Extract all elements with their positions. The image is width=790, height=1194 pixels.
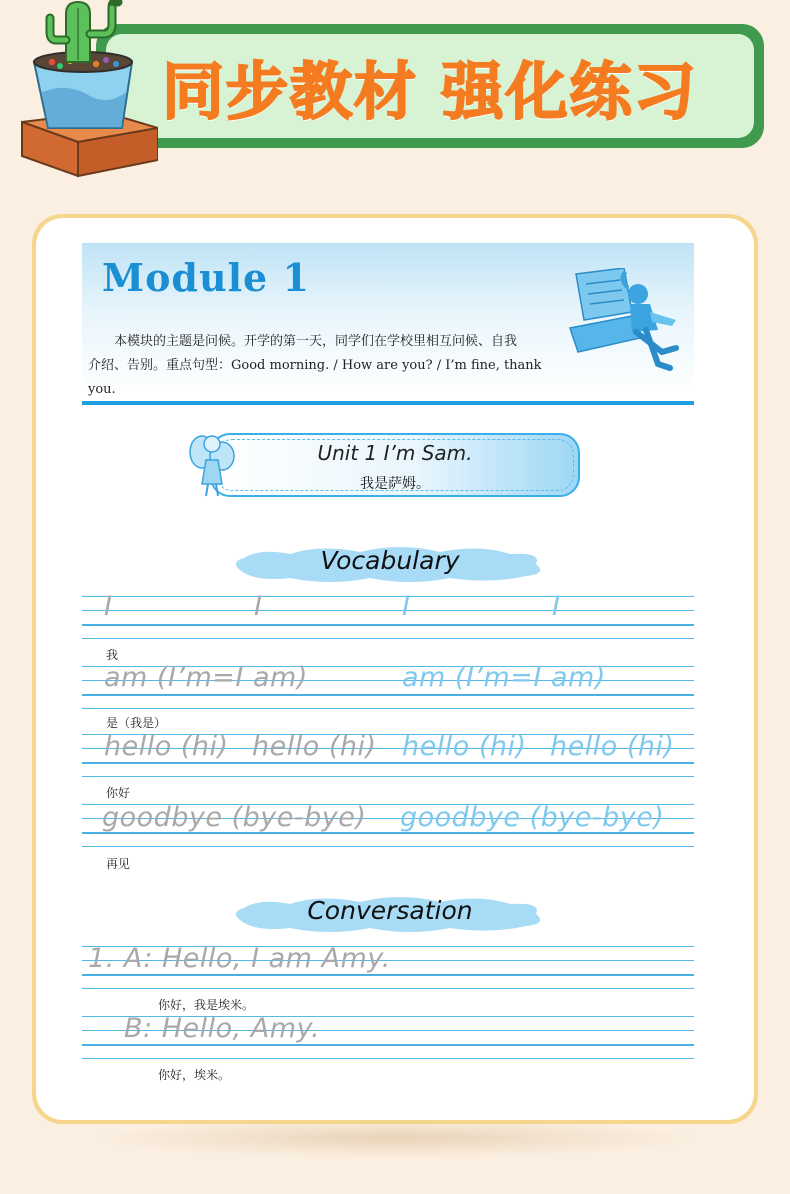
vocab-word: am (I’m=I am)	[104, 662, 308, 693]
guide-line	[82, 1058, 694, 1059]
module-intro	[88, 330, 558, 402]
vocab-meaning: 我	[106, 648, 119, 662]
card-shadow	[90, 1118, 700, 1158]
guide-line	[82, 596, 694, 597]
vocab-meaning: 是（我是）	[106, 716, 167, 730]
conversation-meaning: 你好，我是埃米。	[158, 998, 255, 1012]
reading-girl-illustration	[566, 268, 686, 380]
guide-line	[82, 988, 694, 989]
conversation-title: Conversation	[307, 896, 473, 925]
vocab-word: goodbye (bye-bye)	[400, 802, 665, 833]
guide-line	[82, 624, 694, 626]
vocab-word: I	[104, 591, 113, 622]
vocabulary-heading	[230, 542, 550, 586]
conversation-heading	[230, 892, 550, 936]
vocab-word: I	[552, 591, 561, 622]
unit-title: Unit 1 I’m Sam.	[317, 441, 473, 465]
guide-line	[82, 846, 694, 847]
vocab-word: am (I’m=I am)	[402, 662, 606, 693]
unit-subtitle: 我是萨姆。	[360, 476, 430, 492]
vocab-word: I	[254, 591, 263, 622]
vocab-meaning: 再见	[106, 857, 131, 871]
header-banner-panel	[106, 34, 754, 138]
guide-line	[82, 974, 694, 976]
guide-line	[82, 694, 694, 696]
writing-lines-row-1	[82, 596, 694, 652]
vocabulary-title: Vocabulary	[320, 546, 460, 575]
cactus-illustration	[8, 0, 158, 180]
conversation-line: B: Hello, Amy.	[124, 1013, 321, 1044]
guide-line	[82, 1044, 694, 1046]
banner-title: 同步教材 强化练习	[162, 55, 698, 128]
guide-line	[82, 762, 694, 764]
vocab-word: I	[402, 591, 411, 622]
conversation-line: 1. A: Hello, I am Amy.	[88, 943, 391, 974]
vocab-word: hello (hi)	[252, 731, 377, 762]
vocab-word: hello (hi)	[402, 731, 527, 762]
intro-line-2: 介绍、告别。重点句型：Good morning. / How are you? / I’m fine, thank you.	[88, 358, 542, 397]
vocab-meaning: 你好	[106, 786, 131, 800]
guide-line	[82, 708, 694, 709]
guide-line	[82, 776, 694, 777]
vocab-word: hello (hi)	[104, 731, 229, 762]
intro-line-1: 本模块的主题是问候。开学的第一天，同学们在学校里相互问候、自我	[114, 334, 518, 349]
unit-banner	[210, 433, 580, 497]
header-banner	[96, 24, 764, 148]
module-divider	[82, 401, 694, 405]
conversation-meaning: 你好，埃米。	[158, 1068, 231, 1082]
module-title: Module 1	[102, 255, 310, 300]
guide-line	[82, 610, 694, 611]
guide-line	[82, 638, 694, 639]
vocab-word: hello (hi)	[550, 731, 675, 762]
vocab-word: goodbye (bye-bye)	[102, 802, 367, 833]
fairy-icon	[188, 428, 236, 498]
